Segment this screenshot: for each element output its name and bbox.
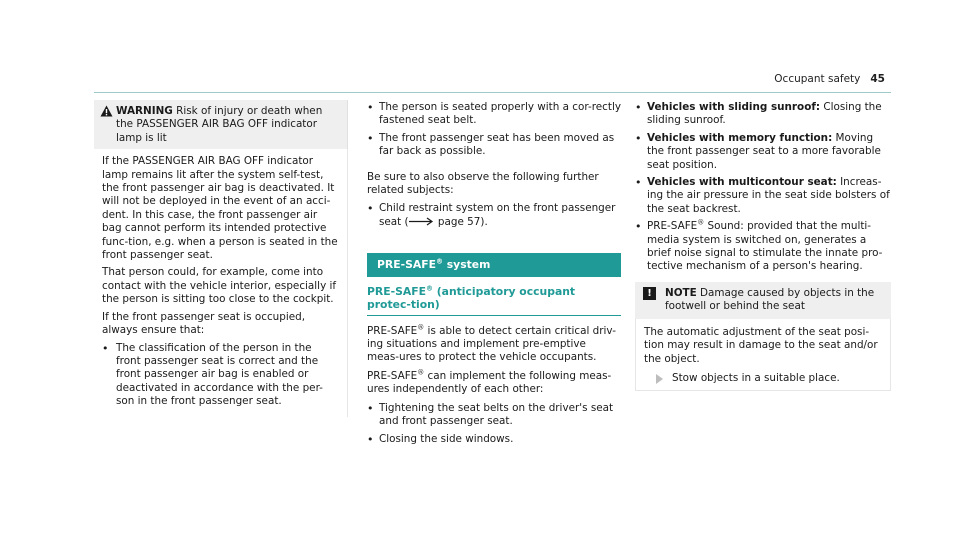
note-label: NOTE [665,286,697,299]
text-span: is able to detect certain critical driv-ing situations and implement pre-emptive meas-ures to protect the vehicle occupants. [367,324,617,364]
related-subject-text: Child restraint system on the front passenger seat ( [379,202,616,228]
item-text: PRE-SAFE [647,220,698,233]
page-number: 45 [870,73,885,85]
list-item [635,101,891,128]
registered-mark: ® [417,323,425,332]
subsection-heading [367,285,621,316]
pre-safe-measures-intro [367,370,621,397]
list-item: • The front passenger seat has been moved as far back as possible. [367,132,621,159]
item-text: Closing the sliding sunroof. [647,101,882,127]
item-text: Sound: provided that the multi-media system is switched on, generates a brief noise signal to stimulate the innate pro-tective mechanism of a person's hearing. [647,220,883,273]
warning-triangle-icon [100,105,113,117]
header-rule [94,92,891,93]
warning-paragraph-3: If the front passenger seat is occupied, always ensure that: [102,310,306,337]
warning-paragraph-2: That person could, for example, come into contact with the vehicle interior, especially if the person is sitting too close to the cockpit. [102,266,337,306]
list-item [635,132,891,172]
warning-bullet-list-continued [367,101,621,159]
page-reference-link[interactable]: page 57). [437,215,488,228]
subsection-title: PRE-SAFE [367,284,426,298]
item-text: Moving the front passenger seat to a more favorable seat position. [647,131,881,171]
note-header-box [635,282,891,319]
note-title: Damage caused by objects in the footwell or behind the seat [665,286,875,313]
list-item: • Closing the side windows. [367,433,621,446]
page-section-title: Occupant safety [774,73,861,85]
pre-safe-measures-list-continued [635,101,891,274]
related-subjects-list [367,202,621,229]
list-item: • The person is seated properly with a cor-rectly fastened seat belt. [367,101,621,128]
action-arrow-icon [656,374,663,384]
text-span: PRE-SAFE [367,324,418,337]
section-title: PRE-SAFE [377,258,436,272]
column-middle [367,100,621,450]
page-header [774,73,885,86]
column-right [635,100,891,391]
list-item: • Tightening the seat belts on the driver's seat and front passenger seat. [367,402,621,429]
item-condition: Vehicles with memory function: [647,131,833,144]
text-span: PRE-SAFE [367,369,418,382]
note-heading [643,287,883,314]
warning-heading [102,105,339,145]
registered-mark: ® [697,218,705,227]
section-heading-bar [367,253,621,276]
column-left [94,100,348,417]
registered-mark: ® [435,257,443,266]
note-description: The automatic adjustment of the seat posi-tion may result in damage to the seat and/or the object. [644,325,878,365]
warning-bullet-list [102,342,339,409]
list-item: • The classification of the person in the front passenger seat is correct and the front passenger air bag is enabled or deactivated in accordance with the per-son in the front passenger seat. [102,342,339,409]
warning-paragraph-1: If the PASSENGER AIR BAG OFF indicator lamp remains lit after the system self-test, the front passenger air bag is deactivated. It will not be deployed in the event of an acci-dent. In this case, the front passenger air bag cannot perform its intended protective func-tion, e.g. when a person is seated in the front passenger seat. [102,155,338,262]
related-subjects-intro: Be sure to also observe the following further related subjects: [367,170,599,197]
note-body [635,319,891,392]
note-action [644,372,882,385]
warning-label: WARNING [116,105,173,117]
registered-mark: ® [417,368,425,377]
item-text: Increas-ing the air pressure in the seat side bolsters of the seat backrest. [647,176,890,215]
list-item [635,220,891,274]
item-condition: Vehicles with multicontour seat: [647,176,837,189]
list-item [635,176,891,216]
note-action-text: Stow objects in a suitable place. [672,371,840,384]
list-item [367,202,621,229]
registered-mark: ® [425,284,433,293]
warning-header-box [94,100,348,149]
warning-body [94,149,348,416]
item-condition: Vehicles with sliding sunroof: [647,101,821,113]
exclamation-icon: ! [643,287,656,300]
warning-title: Risk of injury or death when the PASSENGER AIR BAG OFF indicator lamp is lit [116,105,323,144]
subsection-title-suffix: (anticipatory occupant protec-tion) [367,284,576,311]
pre-safe-measures-list [367,402,621,446]
text-span: can implement the following meas-ures independently of each other: [367,369,612,396]
section-title-suffix: system [442,258,491,272]
pre-safe-description [367,325,621,365]
arrow-right-icon [409,217,435,226]
